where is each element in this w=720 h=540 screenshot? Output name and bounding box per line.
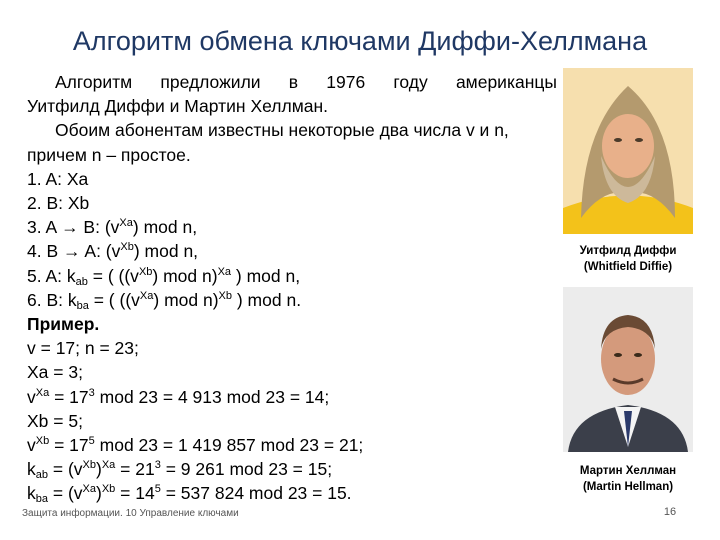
superscript: 3 bbox=[154, 459, 161, 472]
example-line bbox=[27, 457, 557, 481]
portrait-hellman bbox=[563, 287, 693, 452]
step-6 bbox=[27, 288, 557, 312]
portrait-diffie-drawing bbox=[563, 68, 693, 234]
step-4 bbox=[27, 239, 557, 263]
subscript: ab bbox=[35, 469, 48, 482]
example-line: Xa = 3; bbox=[27, 362, 83, 383]
portrait-diffie bbox=[563, 68, 693, 234]
subscript: ba bbox=[76, 299, 89, 312]
example-line bbox=[27, 481, 557, 505]
example-text: k bbox=[27, 483, 36, 504]
example-text: = 537 824 mod 23 = 15. bbox=[160, 483, 352, 504]
example-heading: Пример. bbox=[27, 314, 100, 335]
superscript: Xb bbox=[218, 289, 232, 302]
example-text: = 21 bbox=[115, 459, 155, 480]
step-text: ) mod n, bbox=[133, 241, 199, 262]
example-text: ) bbox=[96, 483, 102, 504]
caption-name-latin: (Whitfield Diffie) bbox=[583, 261, 673, 273]
step-5 bbox=[27, 264, 557, 288]
step-text: ) mod n) bbox=[153, 289, 219, 310]
superscript: 3 bbox=[88, 386, 95, 399]
caption-name: Мартин Хеллман bbox=[579, 465, 677, 477]
subscript: ab bbox=[75, 275, 88, 288]
step-text: 3. A bbox=[27, 217, 62, 238]
step-text: 6. B: k bbox=[27, 289, 77, 310]
step-text: = ( ((v bbox=[88, 289, 140, 310]
step-text: ) mod n, bbox=[231, 265, 301, 286]
example-text: v bbox=[27, 435, 36, 456]
slide-body bbox=[27, 70, 557, 506]
example-line bbox=[27, 433, 557, 457]
superscript: Xb bbox=[82, 459, 96, 472]
footer-text: Защита информации. 10 Управление ключами bbox=[22, 508, 239, 519]
step-text: B: (v bbox=[78, 217, 120, 238]
step-1: 1. A: Xa bbox=[27, 168, 89, 189]
step-text: = ( ((v bbox=[87, 265, 139, 286]
step-text: ) mod n, bbox=[132, 217, 198, 238]
paragraph-line: Обоим абонентам известны некоторые два числа v и n, bbox=[55, 120, 509, 141]
portrait-hellman-drawing bbox=[563, 287, 693, 452]
superscript: Xa bbox=[82, 483, 96, 496]
arrow-icon: → bbox=[63, 241, 81, 262]
caption-diffie bbox=[555, 243, 701, 275]
step-text: 5. A: k bbox=[27, 265, 76, 286]
caption-name: Уитфилд Диффи bbox=[579, 245, 677, 257]
example-text: = 17 bbox=[49, 386, 89, 407]
caption-name-latin: (Martin Hellman) bbox=[582, 481, 674, 493]
superscript: Xa bbox=[217, 265, 232, 278]
superscript: 5 bbox=[88, 435, 95, 448]
superscript: Xb bbox=[138, 265, 153, 278]
step-3 bbox=[27, 215, 557, 239]
example-line bbox=[27, 385, 557, 409]
superscript: Xb bbox=[120, 241, 134, 254]
subscript: ba bbox=[35, 493, 48, 506]
paragraph-line: Уитфилд Диффи и Мартин Хеллман. bbox=[27, 96, 328, 117]
superscript: Xa bbox=[119, 217, 133, 230]
caption-hellman bbox=[555, 463, 701, 495]
example-text: mod 23 = 1 419 857 mod 23 = 21; bbox=[94, 435, 364, 456]
step-2: 2. B: Xb bbox=[27, 193, 90, 214]
example-text: = (v bbox=[48, 483, 83, 504]
superscript: Xa bbox=[35, 386, 50, 399]
paragraph-line: причем n – простое. bbox=[27, 144, 191, 165]
superscript: 5 bbox=[154, 483, 161, 496]
slide-title: Алгоритм обмена ключами Диффи-Хеллмана bbox=[72, 26, 648, 56]
page-number: 16 bbox=[663, 506, 677, 518]
example-text: mod 23 = 4 913 mod 23 = 14; bbox=[94, 386, 330, 407]
paragraph-line: Алгоритм предложили в 1976 году американцы bbox=[55, 72, 557, 92]
example-text: k bbox=[27, 459, 36, 480]
step-text: ) mod n) bbox=[152, 265, 218, 286]
example-text: = (v bbox=[48, 459, 83, 480]
superscript: Xa bbox=[101, 459, 116, 472]
step-text: A: (v bbox=[80, 241, 121, 262]
example-text: ) bbox=[96, 459, 102, 480]
step-text: ) mod n. bbox=[232, 289, 302, 310]
superscript: Xb bbox=[101, 483, 116, 496]
example-text: v bbox=[27, 386, 36, 407]
example-text: = 9 261 mod 23 = 15; bbox=[160, 459, 333, 480]
example-text: = 14 bbox=[115, 483, 155, 504]
superscript: Xa bbox=[139, 289, 154, 302]
example-line: Xb = 5; bbox=[27, 410, 83, 431]
arrow-icon: → bbox=[61, 217, 79, 238]
superscript: Xb bbox=[35, 435, 50, 448]
example-text: = 17 bbox=[49, 435, 89, 456]
example-line: v = 17; n = 23; bbox=[27, 338, 139, 359]
step-text: 4. B bbox=[27, 241, 63, 262]
